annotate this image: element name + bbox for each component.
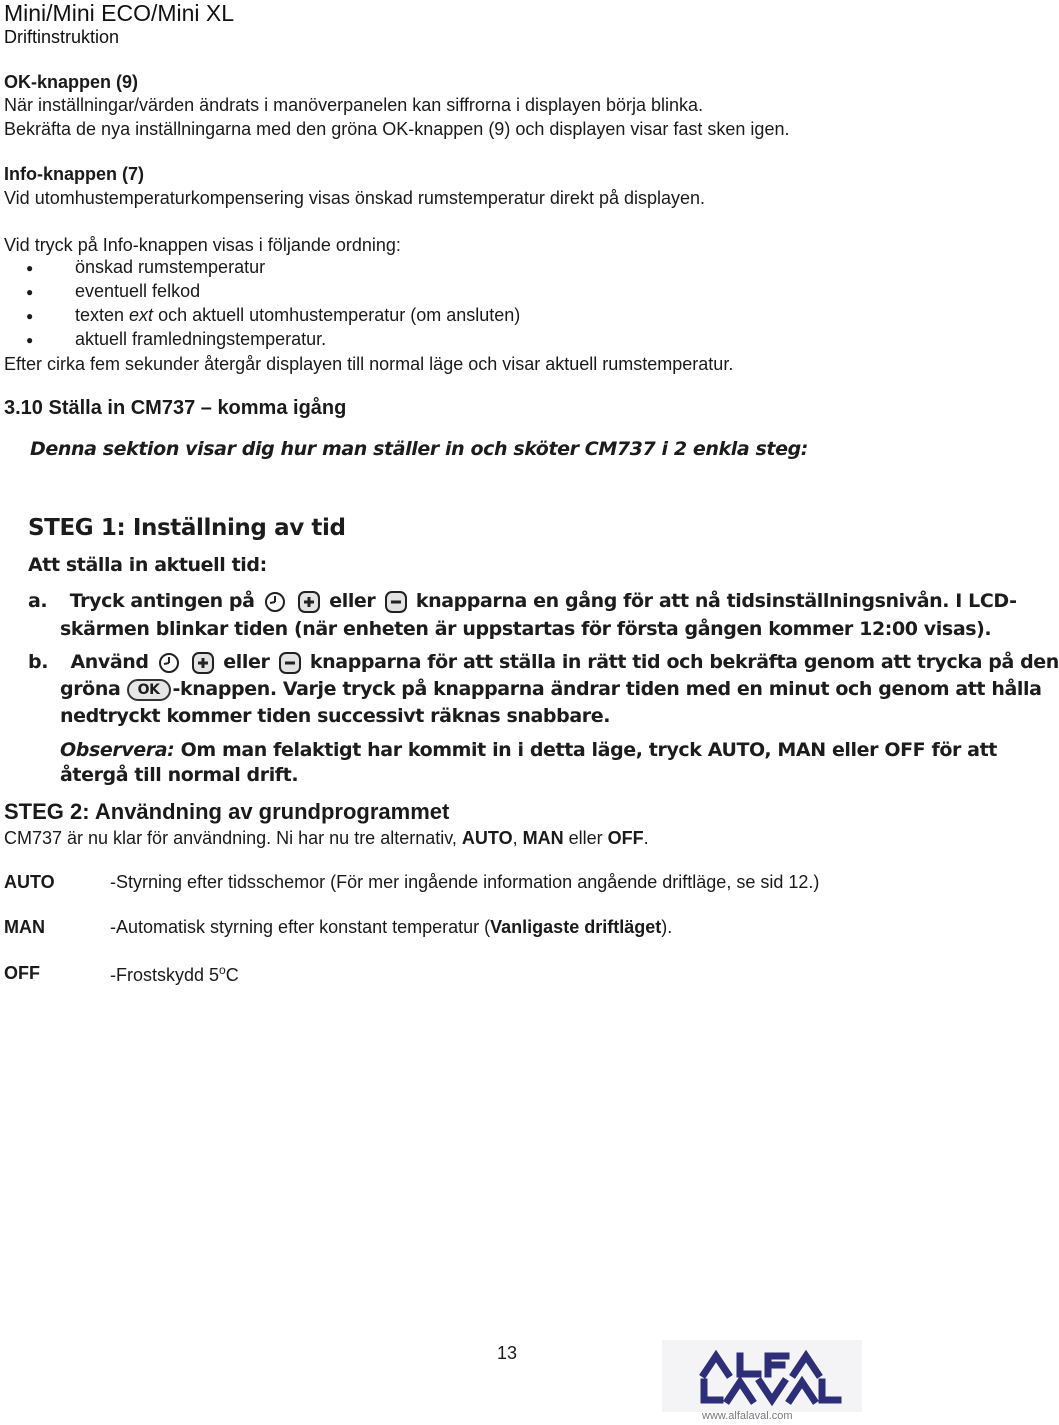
steg2-heading: STEG 2: Användning av grundprogrammet [4, 799, 450, 824]
document-subtitle: Driftinstruktion [4, 27, 120, 47]
mode-man-text: ). [661, 917, 673, 937]
page-number: 13 [497, 1343, 518, 1363]
document-title: Mini/Mini ECO/Mini XL [4, 0, 235, 26]
logo-url: www.alfalaval.com [702, 1410, 793, 1422]
bullet-icon: ● [26, 261, 34, 275]
mode-text-off [110, 963, 239, 986]
bullet-icon: ● [26, 285, 34, 299]
ok-line-2: Bekräfta de nya inställningarna med den gröna OK-knappen (9) och displayen visar fast sken igen. [4, 119, 790, 139]
step-b-line-3: nedtryckt kommer tiden successivt räknas snabbare. [60, 705, 611, 727]
clock-icon [158, 652, 180, 674]
step-a-line-2: skärmen blinkar tiden (när enheten är uppstartas för första gången kommer 12:00 visas). [60, 618, 992, 640]
mode-text-auto: -Styrning efter tidsschemor (För mer ingående information angående driftläge, se sid 12.) [110, 872, 820, 892]
logo-icon [662, 1340, 862, 1412]
plus-button-icon [298, 591, 320, 613]
mode-auto-inline: AUTO [461, 828, 513, 848]
step-a-text: eller [329, 590, 376, 612]
mode-text-man [110, 917, 672, 938]
bullet-italic: ext [129, 305, 154, 325]
step-b-text: gröna [60, 678, 121, 700]
mode-off-inline: OFF [607, 828, 644, 848]
ok-button-icon: OK [127, 679, 171, 701]
plus-button-icon [192, 652, 214, 674]
bullet-item [75, 305, 520, 326]
info-line-1: Vid utomhustemperaturkompensering visas önskad rumstemperatur direkt på displayen. [4, 188, 706, 208]
mode-man-text: -Automatisk styrning efter konstant temperatur ( [110, 917, 491, 937]
step-b-label: b. [28, 651, 49, 673]
separator: . [643, 828, 649, 848]
mode-off-text: C [225, 965, 239, 985]
mode-man-bold: Vanligaste driftläget [490, 917, 662, 937]
bullet-item: aktuell framledningstemperatur. [75, 329, 327, 349]
info-intro: Vid tryck på Info-knappen visas i följande ordning: [4, 235, 401, 255]
ok-line-1: När inställningar/värden ändrats i manöverpanelen kan siffrorna i displayen börja blinka. [4, 95, 704, 115]
observe-label: Observera: [60, 739, 175, 761]
step-a-text: Tryck antingen på [69, 590, 255, 612]
clock-icon [264, 591, 286, 613]
info-outro: Efter cirka fem sekunder återgår displayen till normal läge och visar aktuell rumstemperatur. [4, 354, 734, 374]
observe-line-2: återgå till normal drift. [60, 764, 299, 786]
step-b-text: knapparna för att ställa in rätt tid och bekräfta genom att trycka på den [309, 651, 1059, 673]
instruction-image [28, 432, 1059, 792]
step-b-line-2 [60, 678, 1042, 701]
steg1-heading: STEG 1: Inställning av tid [28, 515, 346, 541]
step-b-line-1 [28, 651, 1059, 674]
mode-label-auto: AUTO [4, 872, 55, 892]
mode-label-off: OFF [4, 963, 40, 983]
step-a-line-1 [28, 590, 1017, 613]
steg2-intro-text: CM737 är nu klar för användning. Ni har nu tre alternativ, [4, 828, 462, 848]
bullet-rest: och aktuell utomhustemperatur (om ansluten) [158, 305, 521, 325]
info-heading: Info-knappen (7) [4, 164, 144, 184]
bullet-icon: ● [26, 309, 34, 323]
steg1-subheading: Att ställa in aktuell tid: [28, 554, 267, 576]
step-a-text: knapparna en gång för att nå tidsinställningsnivån. I LCD- [415, 590, 1017, 612]
mode-off-text: -Frostskydd 5 [110, 965, 220, 985]
degree-sup: o [219, 963, 226, 977]
step-b-text: -knappen. Varje tryck på knapparna ändrar tiden med en minut och genom att hålla [172, 678, 1042, 700]
separator: eller [563, 828, 608, 848]
bullet-item: eventuell felkod [75, 281, 201, 301]
instruction-intro: Denna sektion visar dig hur man ställer in och sköter CM737 i 2 enkla steg: [30, 438, 808, 460]
minus-button-icon [279, 652, 301, 674]
steg2-intro [4, 826, 649, 850]
alfa-laval-logo [662, 1340, 862, 1425]
step-b-text: eller [223, 651, 270, 673]
bullet-icon: ● [26, 333, 34, 347]
ok-heading: OK-knappen (9) [4, 72, 139, 92]
section-heading-3-10: 3.10 Ställa in CM737 – komma igång [4, 397, 347, 419]
observe-line-1 [60, 739, 997, 761]
bullet-item: önskad rumstemperatur [75, 257, 266, 277]
mode-label-man: MAN [4, 917, 45, 937]
mode-man-inline: MAN [522, 828, 564, 848]
observe-text: Om man felaktigt har kommit in i detta läge, tryck AUTO, MAN eller OFF för att [180, 739, 997, 761]
minus-button-icon [385, 591, 407, 613]
step-b-text: Använd [70, 651, 149, 673]
bullet-prefix: texten [75, 305, 130, 325]
separator: , [512, 828, 523, 848]
step-a-label: a. [28, 590, 48, 612]
